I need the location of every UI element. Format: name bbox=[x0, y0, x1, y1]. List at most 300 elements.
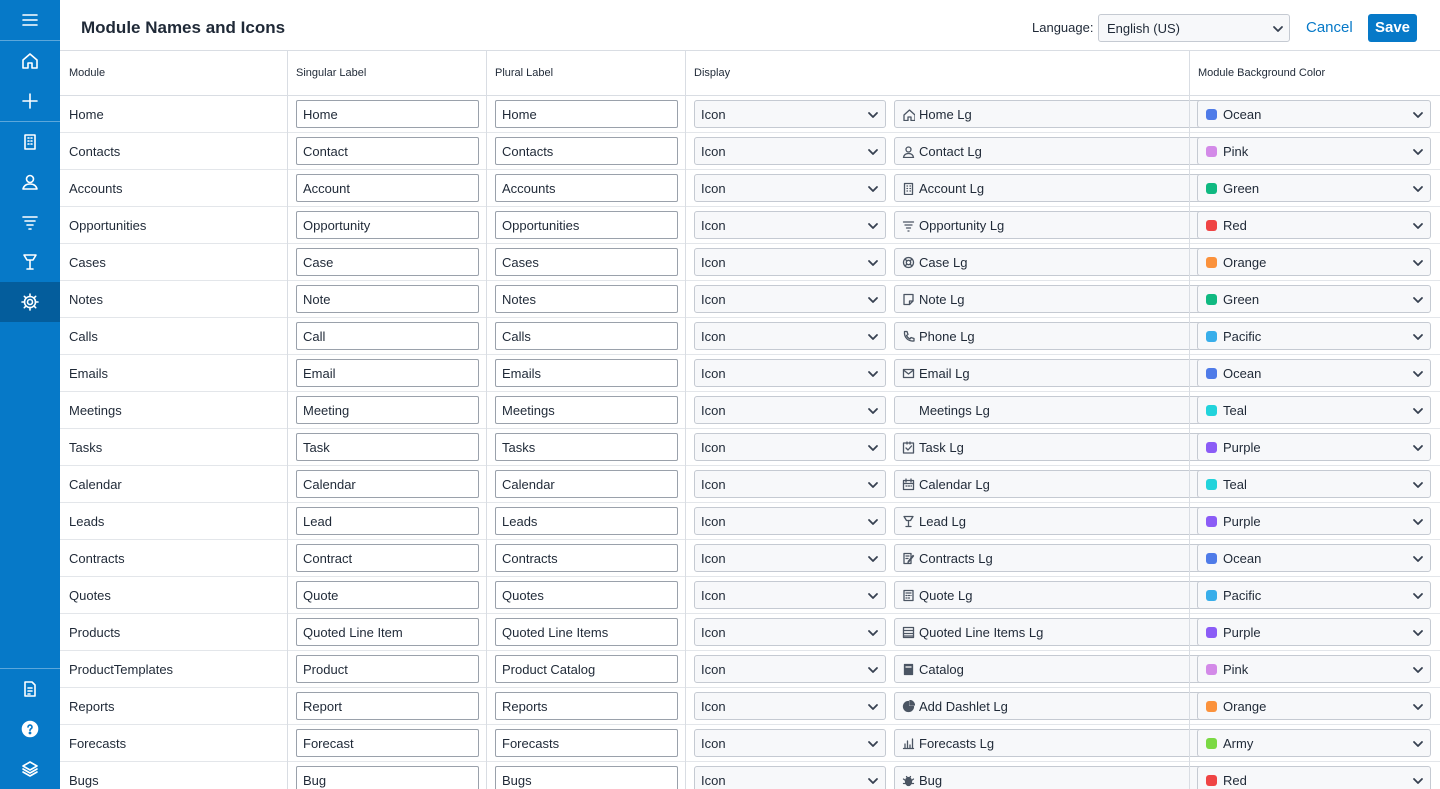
color-swatch bbox=[1206, 627, 1217, 638]
plural-label-value: Quotes bbox=[502, 588, 544, 603]
display-type-value: Icon bbox=[701, 662, 726, 677]
display-type-select[interactable] bbox=[694, 285, 886, 313]
table-row bbox=[60, 96, 1440, 133]
plural-label-value: Reports bbox=[502, 699, 548, 714]
color-swatch bbox=[1206, 183, 1217, 194]
singular-label-value: Account bbox=[303, 181, 350, 196]
column-divider bbox=[1189, 51, 1190, 789]
display-type-select[interactable] bbox=[694, 137, 886, 165]
plural-label-value: Tasks bbox=[502, 440, 536, 455]
singular-label-input[interactable] bbox=[296, 766, 479, 789]
calculator-icon bbox=[902, 589, 915, 602]
chevron-down-icon bbox=[867, 146, 879, 158]
chevron-down-icon bbox=[1412, 738, 1424, 750]
bug-icon bbox=[902, 774, 915, 787]
column-divider bbox=[287, 51, 288, 789]
plural-label-input[interactable] bbox=[495, 544, 678, 572]
background-color-select[interactable] bbox=[1197, 137, 1431, 165]
table-row bbox=[60, 503, 1440, 540]
display-type-select[interactable] bbox=[694, 433, 886, 461]
chevron-down-icon bbox=[867, 738, 879, 750]
gear-icon bbox=[20, 292, 40, 312]
display-type-value: Icon bbox=[701, 403, 726, 418]
singular-label-value: Task bbox=[303, 440, 330, 455]
singular-label-value: Forecast bbox=[303, 736, 354, 751]
layers-icon bbox=[20, 759, 40, 779]
help-icon bbox=[20, 719, 40, 739]
singular-label-value: Quoted Line Item bbox=[303, 625, 403, 640]
chevron-down-icon bbox=[867, 331, 879, 343]
table-row bbox=[60, 429, 1440, 466]
background-color-select[interactable] bbox=[1197, 766, 1431, 789]
lead-icon bbox=[20, 252, 40, 272]
color-swatch bbox=[1206, 590, 1217, 601]
contacts-nav-button[interactable] bbox=[0, 162, 60, 202]
lifebuoy-icon bbox=[902, 256, 915, 269]
plural-label-input[interactable] bbox=[495, 100, 678, 128]
module-name: Cases bbox=[69, 255, 106, 270]
module-table bbox=[60, 51, 1440, 789]
display-type-value: Icon bbox=[701, 292, 726, 307]
plural-label-input[interactable] bbox=[495, 729, 678, 757]
chevron-down-icon bbox=[1412, 257, 1424, 269]
plural-label-value: Contracts bbox=[502, 551, 558, 566]
singular-label-value: Calendar bbox=[303, 477, 356, 492]
plural-label-input[interactable] bbox=[495, 211, 678, 239]
home-icon bbox=[20, 51, 40, 71]
pie-icon bbox=[902, 700, 915, 713]
plus-icon bbox=[20, 91, 40, 111]
bar-chart-icon bbox=[902, 737, 915, 750]
column-header-module: Module bbox=[60, 51, 288, 96]
home-icon bbox=[902, 108, 915, 121]
color-swatch bbox=[1206, 775, 1217, 786]
module-name: Accounts bbox=[69, 181, 123, 196]
plural-label-input[interactable] bbox=[495, 322, 678, 350]
display-type-select[interactable] bbox=[694, 100, 886, 128]
display-type-value: Icon bbox=[701, 255, 726, 270]
singular-label-input[interactable] bbox=[296, 618, 479, 646]
module-name: Notes bbox=[69, 292, 103, 307]
leads-nav-button[interactable] bbox=[0, 242, 60, 282]
background-color-value: Red bbox=[1223, 218, 1247, 233]
module-name: Emails bbox=[69, 366, 109, 381]
display-type-select[interactable] bbox=[694, 729, 886, 757]
background-color-value: Ocean bbox=[1223, 107, 1262, 122]
plural-label-value: Contacts bbox=[502, 144, 554, 159]
singular-label-value: Case bbox=[303, 255, 334, 270]
chevron-down-icon bbox=[1412, 590, 1424, 602]
background-color-select[interactable] bbox=[1197, 544, 1431, 572]
singular-label-input[interactable] bbox=[296, 470, 479, 498]
plural-label-input[interactable] bbox=[495, 618, 678, 646]
module-name: Forecasts bbox=[69, 736, 127, 751]
color-swatch bbox=[1206, 664, 1217, 675]
module-icon-value: Forecasts Lg bbox=[919, 736, 995, 751]
table-row bbox=[60, 725, 1440, 762]
chevron-down-icon bbox=[1272, 23, 1284, 35]
singular-label-value: Lead bbox=[303, 514, 332, 529]
table-row bbox=[60, 355, 1440, 392]
module-icon-value: Opportunity Lg bbox=[919, 218, 1005, 233]
module-icon-value: Home Lg bbox=[919, 107, 972, 122]
singular-label-value: Bug bbox=[303, 773, 327, 788]
table-row bbox=[60, 688, 1440, 725]
module-icon-value: Account Lg bbox=[919, 181, 985, 196]
chevron-down-icon bbox=[1412, 442, 1424, 454]
background-color-value: Pacific bbox=[1223, 329, 1262, 344]
chevron-down-icon bbox=[867, 368, 879, 380]
table-row bbox=[60, 244, 1440, 281]
plural-label-input[interactable] bbox=[495, 692, 678, 720]
chevron-down-icon bbox=[1412, 183, 1424, 195]
display-type-value: Icon bbox=[701, 107, 726, 122]
background-color-select[interactable] bbox=[1197, 322, 1431, 350]
display-type-select[interactable] bbox=[694, 692, 886, 720]
background-color-value: Teal bbox=[1223, 403, 1247, 418]
page-title: Module Names and Icons bbox=[81, 18, 286, 37]
language-select[interactable] bbox=[1098, 14, 1290, 42]
language-label: Language: bbox=[1032, 20, 1094, 35]
chevron-down-icon bbox=[1412, 368, 1424, 380]
singular-label-input[interactable] bbox=[296, 211, 479, 239]
building-icon bbox=[20, 132, 40, 152]
background-color-value: Pink bbox=[1223, 662, 1249, 677]
plural-label-input[interactable] bbox=[495, 248, 678, 276]
module-icon-value: Contracts Lg bbox=[919, 551, 993, 566]
background-color-value: Teal bbox=[1223, 477, 1247, 492]
chevron-down-icon bbox=[867, 590, 879, 602]
chevron-down-icon bbox=[867, 775, 879, 787]
display-type-select[interactable] bbox=[694, 211, 886, 239]
display-type-value: Icon bbox=[701, 181, 726, 196]
background-color-select[interactable] bbox=[1197, 692, 1431, 720]
display-type-value: Icon bbox=[701, 736, 726, 751]
display-type-select[interactable] bbox=[694, 359, 886, 387]
singular-label-value: Email bbox=[303, 366, 336, 381]
module-icon-value: Lead Lg bbox=[919, 514, 966, 529]
chevron-down-icon bbox=[1412, 220, 1424, 232]
chevron-down-icon bbox=[867, 294, 879, 306]
column-header-display: Display bbox=[685, 51, 1190, 96]
catalog-icon bbox=[902, 663, 915, 676]
plural-label-value: Opportunities bbox=[502, 218, 580, 233]
list-icon bbox=[902, 626, 915, 639]
table-row bbox=[60, 614, 1440, 651]
background-color-value: Pink bbox=[1223, 144, 1249, 159]
module-icon-value: Contact Lg bbox=[919, 144, 982, 159]
table-row bbox=[60, 577, 1440, 614]
plural-label-value: Cases bbox=[502, 255, 539, 270]
background-color-value: Purple bbox=[1223, 625, 1261, 640]
building-icon bbox=[902, 182, 915, 195]
chevron-down-icon bbox=[1412, 516, 1424, 528]
notes-button[interactable] bbox=[0, 669, 60, 709]
color-swatch bbox=[1206, 368, 1217, 379]
color-swatch bbox=[1206, 738, 1217, 749]
color-swatch bbox=[1206, 442, 1217, 453]
column-header-color: Module Background Color bbox=[1198, 67, 1326, 79]
module-icon-value: Task Lg bbox=[919, 440, 964, 455]
background-color-value: Green bbox=[1223, 292, 1260, 307]
singular-label-input[interactable] bbox=[296, 100, 479, 128]
background-color-select[interactable] bbox=[1197, 433, 1431, 461]
display-type-select[interactable] bbox=[694, 655, 886, 683]
chevron-down-icon bbox=[867, 516, 879, 528]
chevron-down-icon bbox=[867, 220, 879, 232]
color-swatch bbox=[1206, 257, 1217, 268]
display-type-select[interactable] bbox=[694, 470, 886, 498]
table-row bbox=[60, 466, 1440, 503]
module-name: Reports bbox=[69, 699, 115, 714]
singular-label-input[interactable] bbox=[296, 729, 479, 757]
module-name: Leads bbox=[69, 514, 105, 529]
task-icon bbox=[902, 441, 915, 454]
background-color-select[interactable] bbox=[1197, 581, 1431, 609]
display-type-value: Icon bbox=[701, 440, 726, 455]
contact-icon bbox=[902, 145, 915, 158]
color-swatch bbox=[1206, 331, 1217, 342]
singular-label-input[interactable] bbox=[296, 581, 479, 609]
display-type-value: Icon bbox=[701, 699, 726, 714]
accounts-nav-button[interactable] bbox=[0, 122, 60, 162]
singular-label-value: Report bbox=[303, 699, 343, 714]
singular-label-value: Quote bbox=[303, 588, 339, 603]
cancel-button[interactable]: Cancel bbox=[1306, 19, 1353, 36]
singular-label-input[interactable] bbox=[296, 396, 479, 424]
module-name: ProductTemplates bbox=[69, 662, 174, 677]
plural-label-value: Notes bbox=[502, 292, 536, 307]
plural-label-input[interactable] bbox=[495, 433, 678, 461]
singular-label-value: Product bbox=[303, 662, 348, 677]
color-swatch bbox=[1206, 146, 1217, 157]
background-color-select[interactable] bbox=[1197, 655, 1431, 683]
background-color-select[interactable] bbox=[1197, 211, 1431, 239]
module-name: Calendar bbox=[69, 477, 122, 492]
background-color-select[interactable] bbox=[1197, 248, 1431, 276]
module-name: Contacts bbox=[69, 144, 121, 159]
singular-label-input[interactable] bbox=[296, 322, 479, 350]
plural-label-value: Leads bbox=[502, 514, 538, 529]
display-type-value: Icon bbox=[701, 588, 726, 603]
funnel-icon bbox=[902, 219, 915, 232]
column-divider bbox=[486, 51, 487, 789]
plural-label-value: Quoted Line Items bbox=[502, 625, 609, 640]
chevron-down-icon bbox=[1412, 553, 1424, 565]
plural-label-input[interactable] bbox=[495, 174, 678, 202]
module-icon-value: Catalog bbox=[919, 662, 964, 677]
display-type-value: Icon bbox=[701, 144, 726, 159]
display-type-value: Icon bbox=[701, 625, 726, 640]
color-swatch bbox=[1206, 516, 1217, 527]
singular-label-input[interactable] bbox=[296, 692, 479, 720]
module-name: Tasks bbox=[69, 440, 103, 455]
background-color-value: Army bbox=[1223, 736, 1254, 751]
module-name: Contracts bbox=[69, 551, 125, 566]
plural-label-input[interactable] bbox=[495, 507, 678, 535]
display-type-value: Icon bbox=[701, 551, 726, 566]
background-color-select[interactable] bbox=[1197, 285, 1431, 313]
module-name: Bugs bbox=[69, 773, 99, 788]
chevron-down-icon bbox=[1412, 479, 1424, 491]
chevron-down-icon bbox=[867, 405, 879, 417]
singular-label-value: Call bbox=[303, 329, 326, 344]
plural-label-value: Product Catalog bbox=[502, 662, 596, 677]
background-color-value: Ocean bbox=[1223, 366, 1262, 381]
chevron-down-icon bbox=[867, 183, 879, 195]
background-color-select[interactable] bbox=[1197, 100, 1431, 128]
module-icon-value: Email Lg bbox=[919, 366, 970, 381]
plural-label-value: Accounts bbox=[502, 181, 556, 196]
menu-toggle-button[interactable] bbox=[0, 0, 60, 40]
chevron-down-icon bbox=[1412, 627, 1424, 639]
funnel-icon bbox=[20, 212, 40, 232]
module-icon-value: Quoted Line Items Lg bbox=[919, 625, 1044, 640]
home-button[interactable] bbox=[0, 41, 60, 81]
background-color-select[interactable] bbox=[1197, 729, 1431, 757]
calendar-icon bbox=[902, 478, 915, 491]
chevron-down-icon bbox=[1412, 294, 1424, 306]
plural-label-input[interactable] bbox=[495, 285, 678, 313]
chevron-down-icon bbox=[867, 109, 879, 121]
column-divider bbox=[685, 51, 686, 789]
hamburger-icon bbox=[20, 10, 40, 30]
singular-label-input[interactable] bbox=[296, 507, 479, 535]
plural-label-value: Home bbox=[502, 107, 537, 122]
display-type-select[interactable] bbox=[694, 544, 886, 572]
display-type-value: Icon bbox=[701, 329, 726, 344]
module-icon-value: Meetings Lg bbox=[919, 403, 990, 418]
chevron-down-icon bbox=[1412, 664, 1424, 676]
singular-label-input[interactable] bbox=[296, 433, 479, 461]
display-type-value: Icon bbox=[701, 514, 726, 529]
language-value: English (US) bbox=[1107, 21, 1180, 36]
background-color-value: Red bbox=[1223, 773, 1247, 788]
chevron-down-icon bbox=[1412, 331, 1424, 343]
singular-label-input[interactable] bbox=[296, 137, 479, 165]
background-color-value: Purple bbox=[1223, 514, 1261, 529]
background-color-select[interactable] bbox=[1197, 359, 1431, 387]
module-icon-value: Note Lg bbox=[919, 292, 965, 307]
background-color-value: Purple bbox=[1223, 440, 1261, 455]
plural-label-input[interactable] bbox=[495, 137, 678, 165]
table-row bbox=[60, 281, 1440, 318]
plural-label-value: Forecasts bbox=[502, 736, 560, 751]
color-swatch bbox=[1206, 109, 1217, 120]
display-type-value: Icon bbox=[701, 773, 726, 788]
display-type-select[interactable] bbox=[694, 581, 886, 609]
plural-label-value: Calls bbox=[502, 329, 531, 344]
table-row bbox=[60, 133, 1440, 170]
plural-label-value: Bugs bbox=[502, 773, 532, 788]
quick-create-button[interactable] bbox=[0, 81, 60, 121]
module-icon-value: Bug bbox=[919, 773, 943, 788]
background-color-select[interactable] bbox=[1197, 470, 1431, 498]
plural-label-input[interactable] bbox=[495, 655, 678, 683]
note-icon bbox=[902, 293, 915, 306]
plural-label-value: Emails bbox=[502, 366, 542, 381]
table-row bbox=[60, 540, 1440, 577]
display-type-select[interactable] bbox=[694, 174, 886, 202]
module-icon-value: Case Lg bbox=[919, 255, 968, 270]
singular-label-input[interactable] bbox=[296, 248, 479, 276]
plural-label-value: Meetings bbox=[502, 403, 555, 418]
background-color-value: Orange bbox=[1223, 699, 1267, 714]
opportunities-nav-button[interactable] bbox=[0, 202, 60, 242]
singular-label-value: Contract bbox=[303, 551, 353, 566]
module-name: Calls bbox=[69, 329, 98, 344]
layers-button[interactable] bbox=[0, 749, 60, 789]
background-color-select[interactable] bbox=[1197, 618, 1431, 646]
module-icon-value: Quote Lg bbox=[919, 588, 973, 603]
background-color-select[interactable] bbox=[1197, 507, 1431, 535]
chevron-down-icon bbox=[867, 257, 879, 269]
chevron-down-icon bbox=[1412, 405, 1424, 417]
display-type-select[interactable] bbox=[694, 396, 886, 424]
color-swatch bbox=[1206, 405, 1217, 416]
table-row bbox=[60, 207, 1440, 244]
display-type-value: Icon bbox=[701, 477, 726, 492]
singular-label-value: Meeting bbox=[303, 403, 350, 418]
save-button[interactable]: Save bbox=[1368, 14, 1417, 42]
singular-label-value: Note bbox=[303, 292, 331, 307]
help-button[interactable] bbox=[0, 709, 60, 749]
table-row bbox=[60, 651, 1440, 688]
singular-label-input[interactable] bbox=[296, 285, 479, 313]
plural-label-input[interactable] bbox=[495, 359, 678, 387]
lead-icon bbox=[902, 515, 915, 528]
module-icon-value: Add Dashlet Lg bbox=[919, 699, 1008, 714]
display-type-select[interactable] bbox=[694, 507, 886, 535]
singular-label-value: Opportunity bbox=[303, 218, 371, 233]
display-type-select[interactable] bbox=[694, 618, 886, 646]
singular-label-value: Contact bbox=[303, 144, 348, 159]
plural-label-input[interactable] bbox=[495, 581, 678, 609]
module-icon-value: Calendar Lg bbox=[919, 477, 990, 492]
display-type-select[interactable] bbox=[694, 248, 886, 276]
module-name: Home bbox=[69, 107, 104, 122]
plural-label-input[interactable] bbox=[495, 396, 678, 424]
singular-label-input[interactable] bbox=[296, 359, 479, 387]
contract-icon bbox=[902, 552, 915, 565]
plural-label-input[interactable] bbox=[495, 766, 678, 789]
chevron-down-icon bbox=[1412, 146, 1424, 158]
color-swatch bbox=[1206, 553, 1217, 564]
chevron-down-icon bbox=[867, 627, 879, 639]
table-row bbox=[60, 392, 1440, 429]
chevron-down-icon bbox=[867, 701, 879, 713]
plural-label-input[interactable] bbox=[495, 470, 678, 498]
singular-label-value: Home bbox=[303, 107, 338, 122]
display-type-select[interactable] bbox=[694, 766, 886, 789]
color-swatch bbox=[1206, 294, 1217, 305]
color-swatch bbox=[1206, 220, 1217, 231]
background-color-select[interactable] bbox=[1197, 396, 1431, 424]
color-swatch bbox=[1206, 701, 1217, 712]
singular-label-input[interactable] bbox=[296, 174, 479, 202]
background-color-value: Green bbox=[1223, 181, 1260, 196]
document-icon bbox=[20, 679, 40, 699]
module-name: Quotes bbox=[69, 588, 111, 603]
background-color-value: Orange bbox=[1223, 255, 1267, 270]
chevron-down-icon bbox=[1412, 701, 1424, 713]
background-color-select[interactable] bbox=[1197, 174, 1431, 202]
display-type-value: Icon bbox=[701, 218, 726, 233]
singular-label-input[interactable] bbox=[296, 655, 479, 683]
display-type-select[interactable] bbox=[694, 322, 886, 350]
singular-label-input[interactable] bbox=[296, 544, 479, 572]
admin-nav-button[interactable] bbox=[0, 282, 60, 322]
